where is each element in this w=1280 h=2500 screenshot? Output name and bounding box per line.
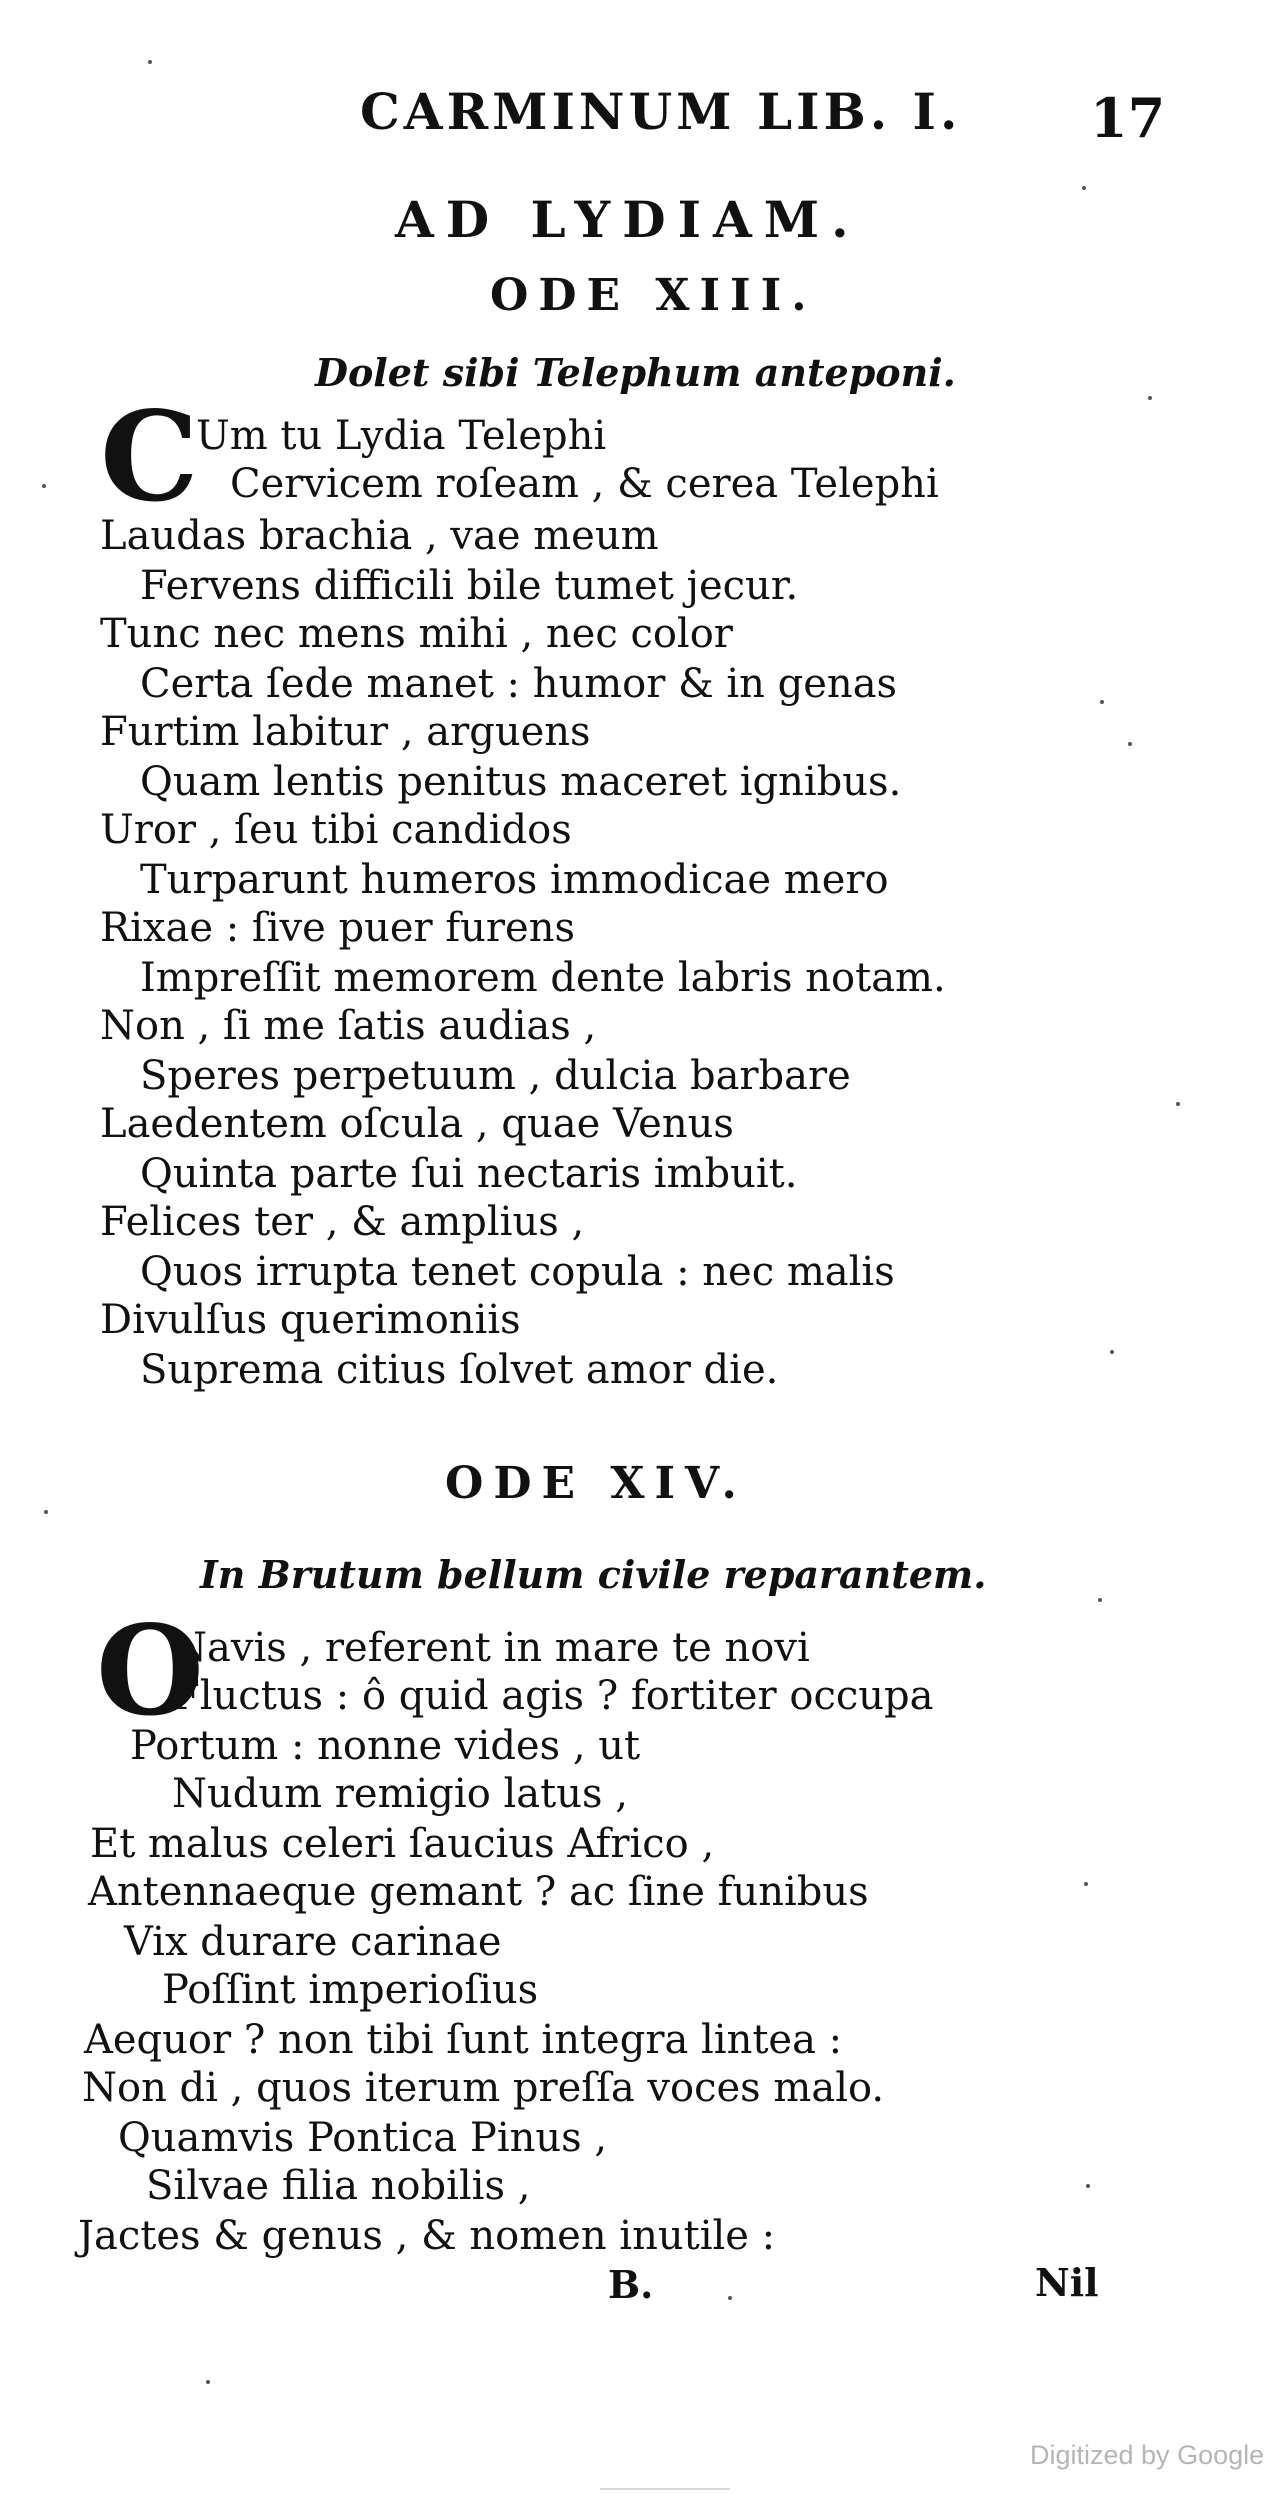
verse-line: Suprema citius ſolvet amor die.	[140, 1347, 779, 1393]
verse-line: Rixae : ſive puer furens	[100, 905, 575, 951]
scan-speck	[1086, 2184, 1090, 2188]
ode-13-heading: ODE XIII.	[490, 270, 817, 321]
verse-line: Certa ſede manet : humor & in genas	[140, 661, 898, 707]
verse-line: Cervicem roſeam , & cerea Telephi	[230, 461, 939, 507]
verse-line: Impreſſit memorem dente labris notam.	[140, 955, 946, 1001]
verse-line: Quam lentis penitus maceret ignibus.	[140, 759, 902, 805]
verse-line: Laedentem oſcula , quae Venus	[100, 1101, 734, 1147]
scan-speck	[1176, 1102, 1180, 1106]
ode-13-argument: Dolet sibi Telephum anteponi.	[315, 350, 956, 395]
ode-14-heading: ODE XIV.	[445, 1458, 747, 1509]
verse-line: Nudum remigio latus ,	[172, 1771, 628, 1817]
verse-line: Felices ter , & amplius ,	[100, 1199, 585, 1245]
scan-speck	[1098, 1598, 1102, 1602]
scan-speck	[1110, 1350, 1114, 1354]
verse-line: Speres perpetuum , dulcia barbare	[140, 1053, 851, 1099]
scan-speck	[148, 60, 152, 64]
verse-line: Tunc nec mens mihi , nec color	[100, 611, 733, 657]
verse-line: Quos irrupta tenet copula : nec malis	[140, 1249, 895, 1295]
scan-speck	[1084, 1882, 1088, 1886]
page-number: 17	[1090, 86, 1166, 150]
verse-line: Antennaeque gemant ? ac ſine funibus	[88, 1869, 869, 1915]
verse-line: Quamvis Pontica Pinus ,	[118, 2115, 608, 2161]
scan-speck	[728, 2296, 732, 2300]
verse-line: Silvae filia nobilis ,	[146, 2163, 531, 2209]
signature-mark: B.	[608, 2262, 654, 2307]
verse-line: Fervens difficili bile tumet jecur.	[140, 563, 799, 609]
verse-line: Portum : nonne vides , ut	[130, 1723, 641, 1769]
scan-speck	[42, 484, 46, 488]
verse-line: Poſſint imperioſius	[162, 1967, 539, 2013]
verse-line: Vix durare carinae	[124, 1919, 502, 1965]
verse-line: Navis , referent in mare te novi	[172, 1625, 810, 1671]
scan-edge-line	[600, 2488, 730, 2490]
verse-line: Fluctus : ô quid agis ? fortiter occupa	[172, 1673, 934, 1719]
scan-speck	[1128, 742, 1132, 746]
scan-speck	[1100, 700, 1104, 704]
verse-line: Et malus celeri ſaucius Africo ,	[90, 1821, 715, 1867]
verse-line: Quinta parte ſui nectaris imbuit.	[140, 1151, 798, 1197]
verse-line: Non , ſi me ſatis audias ,	[100, 1003, 597, 1049]
verse-line: Turparunt humeros immodicae mero	[140, 857, 889, 903]
verse-line: Non di , quos iterum preſſa voces malo.	[82, 2065, 885, 2111]
verse-line: Aequor ? non tibi ſunt integra lintea :	[84, 2017, 843, 2063]
verse-line: Laudas brachia , vae meum	[100, 513, 659, 559]
verse-line: Furtim labitur , arguens	[100, 709, 591, 755]
ode-14-dropcap: O	[96, 1599, 205, 1744]
running-head: CARMINUM LIB. I.	[360, 82, 962, 141]
ode-title: AD LYDIAM.	[395, 190, 861, 249]
ode-14-argument: In Brutum bellum civile reparantem.	[200, 1552, 987, 1597]
verse-line: Uror , ſeu tibi candidos	[100, 807, 572, 853]
digitized-watermark: Digitized by Google	[1030, 2440, 1265, 2470]
ode-13-dropcap: C	[100, 385, 199, 530]
catchword: Nil	[1035, 2260, 1099, 2305]
scan-speck	[44, 1510, 48, 1514]
scan-speck	[206, 2380, 210, 2384]
scan-speck	[1148, 396, 1152, 400]
verse-line: Um tu Lydia Telephi	[196, 413, 607, 459]
verse-line: Divulſus querimoniis	[100, 1297, 521, 1343]
verse-line: Jactes & genus , & nomen inutile :	[78, 2213, 776, 2259]
scan-speck	[1082, 186, 1086, 190]
